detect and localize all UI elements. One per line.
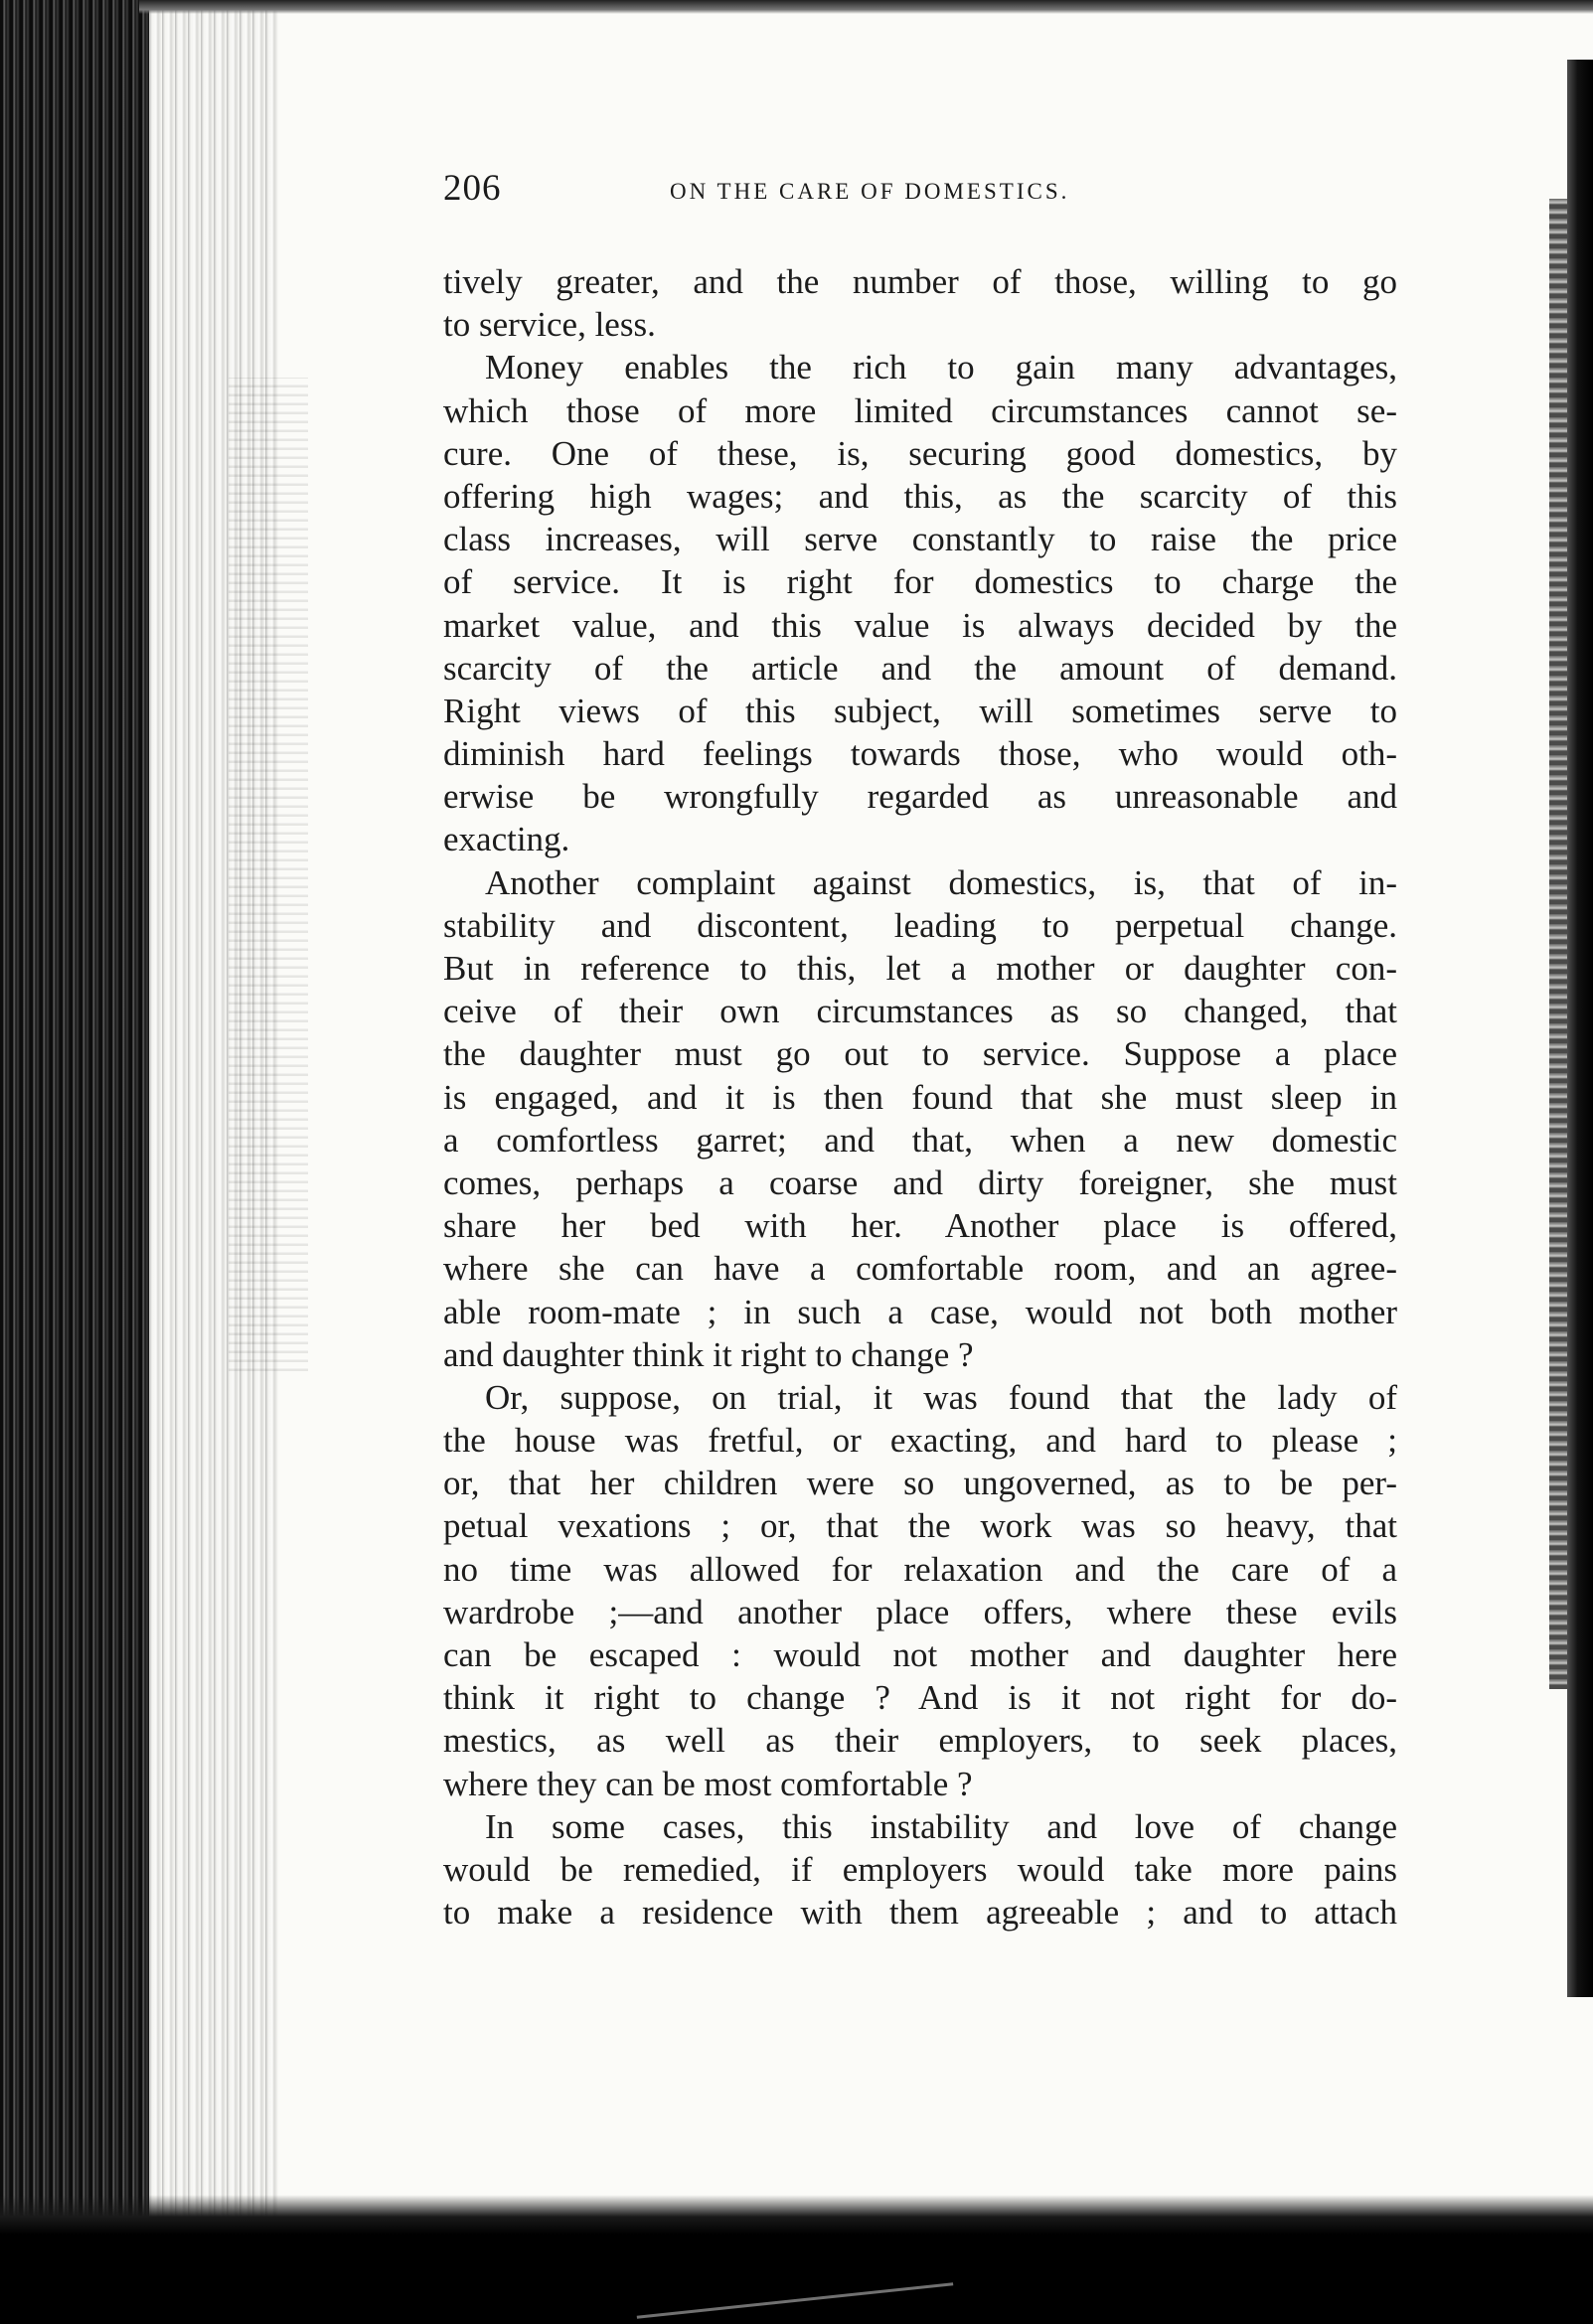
bottom-scan-border — [0, 2195, 1593, 2324]
text-line: no time was allowed for relaxation and the care of a — [443, 1549, 1397, 1589]
text-line: ceive of their own circumstances as so changed, that — [443, 992, 1397, 1031]
text-line: of service. It is right for domestics to charge the — [443, 562, 1397, 602]
text-line: stability and discontent, leading to perpetual change. — [443, 905, 1397, 945]
text-line: petual vexations ; or, that the work was so heavy, that — [443, 1506, 1397, 1546]
text-line: But in reference to this, let a mother or daughter con- — [443, 949, 1397, 988]
text-line: diminish hard feelings towards those, who would oth- — [443, 734, 1397, 774]
text-line: to service, less. — [443, 305, 656, 345]
text-line: share her bed with her. Another place is offered, — [443, 1206, 1397, 1246]
running-head: ON THE CARE OF DOMESTICS. — [670, 179, 1070, 204]
text-line: cure. One of these, is, securing good domestics, by — [443, 433, 1397, 473]
text-line: market value, and this value is always decided by the — [443, 605, 1397, 645]
body-text — [443, 260, 1397, 1934]
text-line: erwise be wrongfully regarded as unreasonable and — [443, 777, 1397, 817]
text-line: where she can have a comfortable room, and an agree- — [443, 1249, 1397, 1289]
text-line: scarcity of the article and the amount of demand. — [443, 648, 1397, 688]
top-page-edge — [139, 0, 1593, 14]
bleed-through-marks — [229, 378, 308, 1371]
paragraph-start-line: Or, suppose, on trial, it was found that the lady of — [485, 1377, 1397, 1417]
text-line: which those of more limited circumstances cannot se- — [443, 390, 1397, 430]
paragraph-start-line: In some cases, this instability and love of change — [485, 1806, 1397, 1846]
paragraph-start-line: Money enables the rich to gain many advantages, — [485, 348, 1397, 387]
text-line: the daughter must go out to service. Suppose a place — [443, 1034, 1397, 1074]
text-line: Right views of this subject, will sometimes serve to — [443, 691, 1397, 730]
paragraph-start-line: Another complaint against domestics, is, that of in- — [485, 862, 1397, 902]
text-line: where they can be most comfortable ? — [443, 1764, 973, 1803]
text-line: wardrobe ;—and another place offers, where these evils — [443, 1592, 1397, 1631]
text-line: is engaged, and it is then found that she must sleep in — [443, 1077, 1397, 1117]
text-line: mestics, as well as their employers, to seek places, — [443, 1721, 1397, 1761]
page-header — [443, 167, 1397, 227]
right-page-edge-texture — [1549, 199, 1567, 1689]
text-line: class increases, will serve constantly to raise the price — [443, 520, 1397, 559]
text-line: tively greater, and the number of those, willing to go — [443, 262, 1397, 301]
right-page-edge — [1567, 60, 1593, 1997]
text-line: would be remedied, if employers would take more pains — [443, 1849, 1397, 1889]
text-line: and daughter think it right to change ? — [443, 1334, 974, 1374]
text-line: to make a residence with them agreeable ; and to attach — [443, 1893, 1397, 1933]
text-line: or, that her children were so ungoverned, as to be per- — [443, 1464, 1397, 1503]
text-line: able room-mate ; in such a case, would not both mother — [443, 1292, 1397, 1331]
text-line: can be escaped : would not mother and daughter here — [443, 1635, 1397, 1674]
book-spine — [0, 0, 149, 2324]
text-line: comes, perhaps a coarse and dirty foreigner, she must — [443, 1162, 1397, 1202]
text-line: think it right to change ? And is it not right for do- — [443, 1678, 1397, 1718]
text-line: offering high wages; and this, as the scarcity of this — [443, 476, 1397, 516]
text-line: a comfortless garret; and that, when a new domestic — [443, 1120, 1397, 1160]
text-line: the house was fretful, or exacting, and hard to please ; — [443, 1421, 1397, 1461]
page-number: 206 — [443, 168, 502, 209]
text-line: exacting. — [443, 820, 570, 859]
